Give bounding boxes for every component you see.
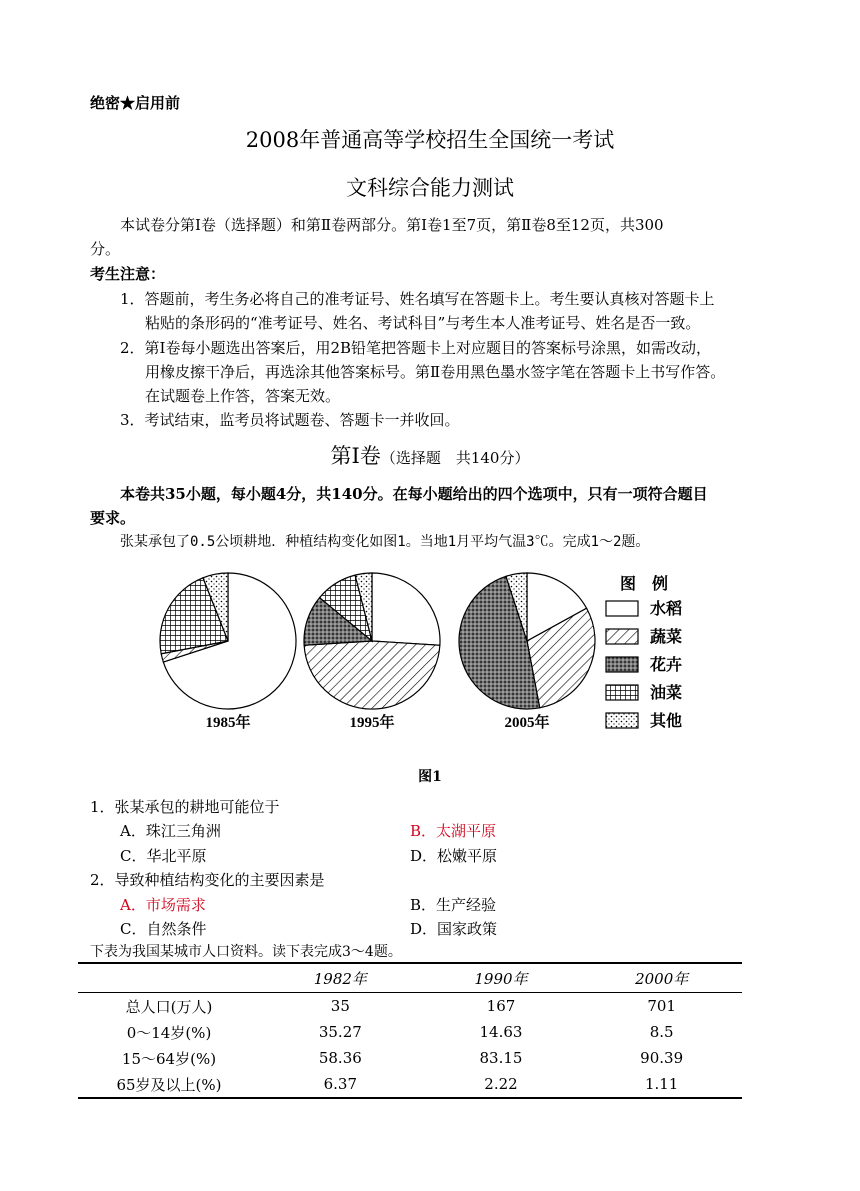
notice-item-1-line-1: 1．答题前，考生务必将自己的准考证号、姓名填写在答题卡上。考生要认真核对答题卡上 [120, 290, 715, 308]
cell: 167 [486, 997, 516, 1015]
row-label: 0～14岁(%) [126, 1023, 212, 1042]
notice-item-1-line-2: 粘贴的条形码的“准考证号、姓名、考试科目”与考生本人准考证号、姓名是否一致。 [145, 314, 701, 332]
table-row [78, 1045, 742, 1071]
table-header-1990: 1990年 [474, 969, 528, 988]
question-1-option-b[interactable]: B．太湖平原 [410, 822, 497, 840]
question-2-option-b[interactable]: B．生产经验 [410, 896, 497, 914]
pie-figure [0, 565, 860, 765]
cell: 35.27 [318, 1023, 362, 1041]
exam-subtitle: 文科综合能力测试 [346, 176, 514, 200]
question-2-stem: 2．导致种植结构变化的主要因素是 [90, 871, 325, 889]
cell: 90.39 [640, 1049, 684, 1067]
section-instruction-line-1: 本卷共35小题，每小题4分，共140分。在每小题给出的四个选项中，只有一项符合题目 [120, 485, 708, 503]
cell: 14.63 [479, 1023, 523, 1041]
question-1-stem: 1．张某承包的耕地可能位于 [90, 798, 280, 816]
notice-item-2-line-3: 在试题卷上作答，答案无效。 [145, 387, 341, 405]
table-header-2000: 2000年 [635, 969, 689, 988]
question-1-option-c[interactable]: C．华北平原 [120, 847, 207, 865]
population-table [78, 962, 742, 1099]
question-2-option-d[interactable]: D．国家政策 [410, 920, 498, 938]
pie-slice-水稻 [372, 573, 440, 645]
pie-label: 1985年 [205, 715, 251, 731]
question-1-option-d[interactable]: D．松嫩平原 [410, 847, 498, 865]
question-1-option-a[interactable]: A．珠江三角洲 [120, 822, 221, 840]
secret-mark: 绝密★启用前 [90, 94, 181, 112]
row-label: 15～64岁(%) [121, 1049, 217, 1068]
legend-label-蔬菜: 蔬菜 [650, 629, 683, 646]
notice-item-2-line-1: 2．第Ⅰ卷每小题选出答案后，用2B铅笔把答题卡上对应题目的答案标号涂黑，如需改动， [120, 339, 712, 357]
section-title-note: （选择题 共140分） [380, 449, 530, 467]
table-row [78, 1071, 742, 1098]
legend-swatch-水稻 [606, 601, 638, 616]
legend-label-其他: 其他 [650, 713, 683, 730]
notice-heading: 考生注意： [90, 265, 166, 283]
legend-label-花卉: 花卉 [650, 657, 683, 674]
table-row [78, 993, 742, 1020]
row-label: 65岁及以上(%) [116, 1075, 222, 1094]
section-title: 第Ⅰ卷 [330, 444, 381, 468]
legend-label-油菜: 油菜 [650, 685, 683, 702]
table-header-blank [78, 963, 260, 993]
notice-item-3: 3．考试结束，监考员将试题卷、答题卡一并收回。 [120, 411, 460, 429]
section-instruction-line-2: 要求。 [90, 509, 136, 527]
question-context: 张某承包了0.5公顷耕地．种植结构变化如图1。当地1月平均气温3℃。完成1～2题。 [120, 534, 650, 550]
legend-swatch-其他 [606, 713, 638, 728]
legend-title: 图 例 [620, 576, 669, 593]
cell: 35 [330, 997, 350, 1015]
intro-line-1: 本试卷分第Ⅰ卷（选择题）和第Ⅱ卷两部分。第Ⅰ卷1至7页，第Ⅱ卷8至12页，共300 [120, 216, 664, 234]
cell: 6.37 [323, 1075, 358, 1093]
intro-line-2: 分。 [90, 240, 121, 258]
question-2-option-c[interactable]: C．自然条件 [120, 920, 207, 938]
cell: 2.22 [484, 1075, 518, 1093]
legend-swatch-油菜 [606, 685, 638, 700]
pie-label: 2005年 [504, 715, 550, 731]
pie-1995年 [304, 573, 440, 731]
question-2-option-a[interactable]: A．市场需求 [120, 896, 206, 914]
pie-slice-蔬菜 [304, 641, 440, 709]
table-row [78, 1019, 742, 1045]
legend-swatch-蔬菜 [606, 629, 638, 644]
figure-caption: 图1 [418, 769, 442, 785]
cell: 83.15 [479, 1049, 523, 1067]
cell: 1.11 [644, 1075, 679, 1093]
table-intro: 下表为我国某城市人口资料。读下表完成3～4题。 [90, 944, 402, 960]
section-heading [0, 440, 860, 470]
legend-swatch-花卉 [606, 657, 638, 672]
cell: 701 [647, 997, 676, 1015]
cell: 58.36 [318, 1049, 362, 1067]
pie-1985年 [160, 573, 296, 731]
legend-label-水稻: 水稻 [650, 601, 683, 618]
exam-title: 2008年普通高等学校招生全国统一考试 [245, 128, 615, 152]
table-header-1982: 1982年 [313, 969, 367, 988]
table-header-row [78, 963, 742, 993]
pie-label: 1995年 [349, 715, 395, 731]
row-label: 总人口(万人) [125, 997, 213, 1016]
cell: 8.5 [649, 1023, 674, 1041]
notice-item-2-line-2: 用橡皮擦干净后，再选涂其他答案标号。第Ⅱ卷用黑色墨水签字笔在答题卡上书写作答。 [145, 363, 726, 381]
pie-2005年 [459, 573, 595, 731]
